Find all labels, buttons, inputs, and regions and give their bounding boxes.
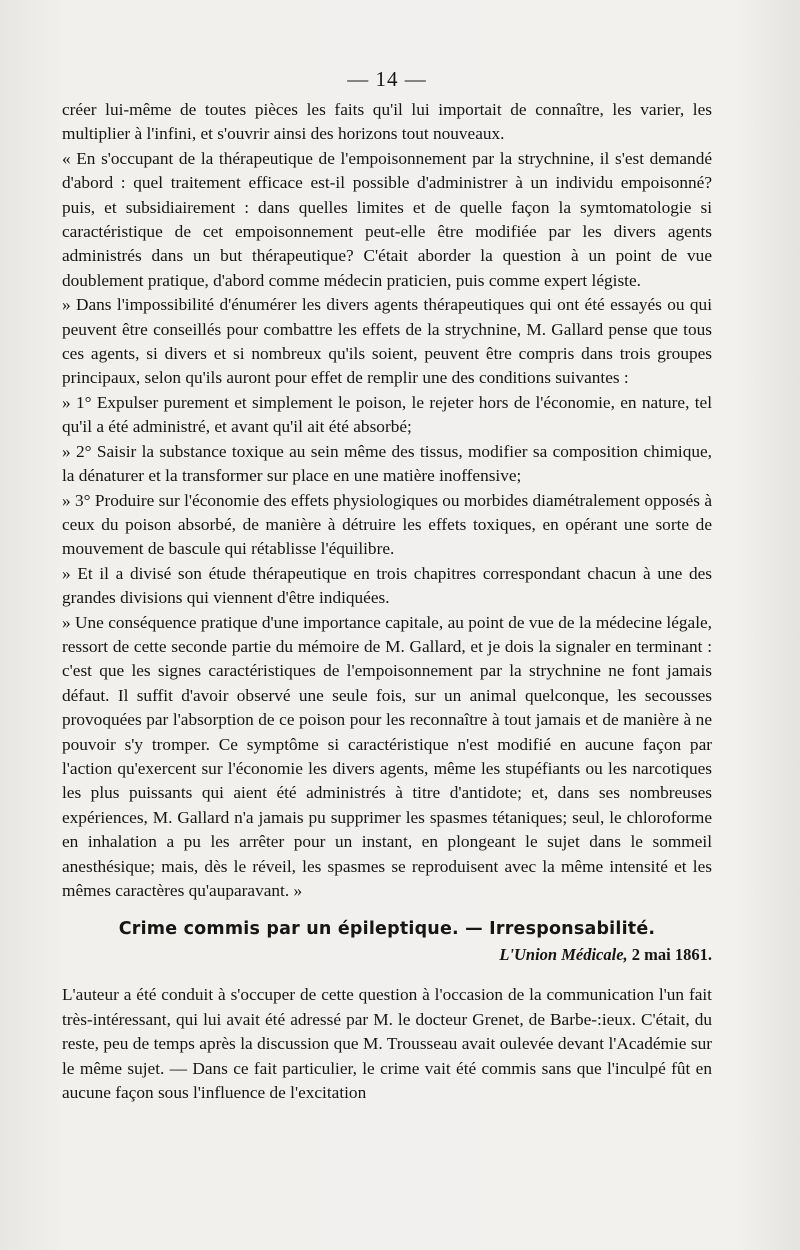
- paragraph: » 2° Saisir la substance toxique au sein même des tissus, modifier sa composition chimique, la dénaturer et la transformer sur place en une matière inoffensive;: [62, 441, 712, 486]
- paragraph: » Dans l'impossibilité d'énumérer les divers agents thérapeutiques qui ont été essayés ou qui peuvent être conseillés pour combattre les effets de la strychnine, M. Gallard pense que tous ces agents, si divers et si nombreux qu'ils soient, peuvent être compris dans trois groupes principaux, selon qu'ils auront pour effet de remplir une des conditions suivantes :: [62, 295, 712, 388]
- citation-date: 2 mai 1861.: [631, 945, 712, 965]
- page-body: [62, 64, 712, 1105]
- section-paragraph: L'auteur a été conduit à s'occuper de cette question à l'occasion de la communication l'un fait très-intéressant, qui lui avait été adressé par M. le docteur Grenet, de Barbe-:ieux. C'était, du reste, peu de temps après la discussion que M. Trousseau avait oulevée devant l'Académie sur le même sujet. — Dans ce fait particulier, le crime vait été commis sans que l'inculpé fût en aucune façon sous l'influence de l'excitation: [62, 985, 712, 1103]
- section-heading: Crime commis par un épileptique. — Irresponsabilité.: [118, 919, 656, 940]
- citation: [62, 943, 712, 967]
- paragraph: » Et il a divisé son étude thérapeutique en trois chapitres correspondant chacun à une des grandes divisions qui viennent d'être indiquées.: [62, 563, 712, 608]
- paragraph: » Une conséquence pratique d'une importance capitale, au point de vue de la médecine légale, ressort de cette seconde partie du mémoire de M. Gallard, et je dois la signaler en terminant : c'est que les signes caractéristiques de l'empoisonnement par la strychnine ne font jamais défaut. Il suffit d'avoir observé une seule fois, sur un animal quelconque, les secousses provoquées par l'absorption de ce poison pour les reconnaître à tout jamais et de manière à ne pouvoir s'y tromper. Ce symptôme si caractéristique n'est modifié en aucune façon par l'action qu'exercent sur l'économie les divers agents, même les stupéfiants ou les narcotiques les plus puissants qui aient été administrés à titre d'antidote; et, dans ses nombreuses expériences, M. Gallard n'a jamais pu supprimer les spasmes tétaniques; seul, le chloroforme en inhalation a pu les arrêter pour un instant, en plongeant le sujet dans le sommeil anesthésique; mais, dès le réveil, les spasmes se reproduisent avec la même intensité et les mêmes caractères qu'auparavant. »: [62, 612, 712, 900]
- citation-journal: L'Union Médicale,: [499, 945, 628, 965]
- page-number: — 14 —: [347, 67, 427, 91]
- paragraph: » 3° Produire sur l'économie des effets physiologiques ou morbides diamétralement opposés à ceux du poison absorbé, de manière à détruire les effets toxiques, en opérant une sorte de mouvement de bascule qui rétablisse l'équilibre.: [62, 490, 712, 559]
- paragraph: créer lui-même de toutes pièces les faits qu'il lui importait de connaître, les varier, les multiplier à l'infini, et s'ouvrir ainsi des horizons tout nouveaux.: [62, 100, 712, 144]
- paragraph: » 1° Expulser purement et simplement le poison, le rejeter hors de l'économie, en nature, tel qu'il a été administré, et avant qu'il ait été absorbé;: [62, 392, 712, 437]
- paragraph: « En s'occupant de la thérapeutique de l'empoisonnement par la strychnine, il s'est demandé d'abord : quel traitement efficace est-il possible d'administrer à un individu empoisonné? puis, et subsidiairement : dans quelles limites et de quelle façon la symtomatologie si caractéristique de cet empoisonnement peut-elle être modifiée par les divers agents administrés dans un but thérapeutique? C'était aborder la question à un point de vue doublement pratique, d'abord comme médecin praticien, puis comme expert légiste.: [62, 148, 712, 290]
